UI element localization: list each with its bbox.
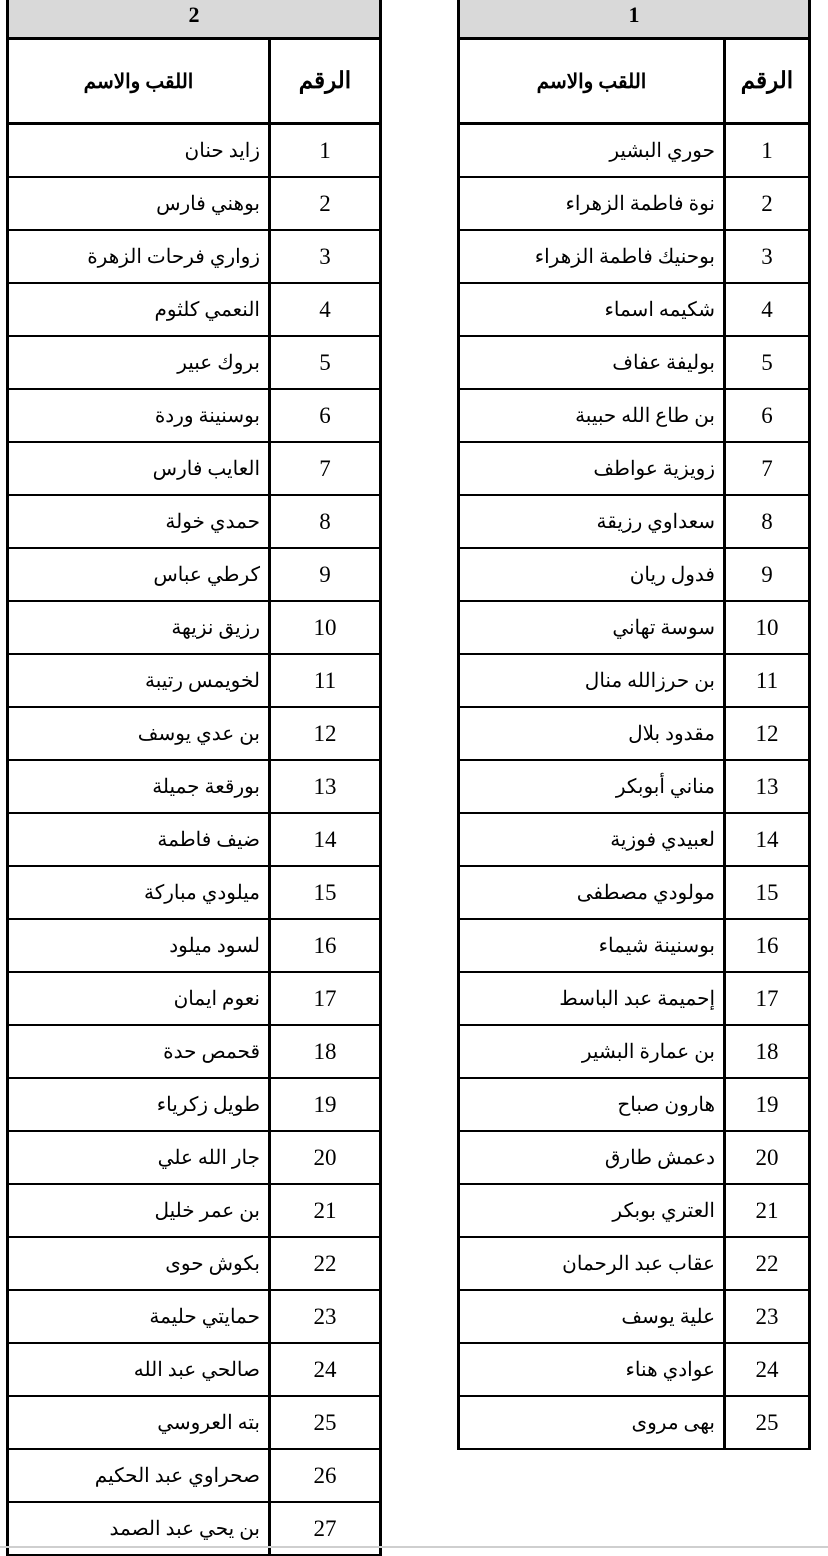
row-name: مقدود بلال <box>460 707 725 760</box>
row-number: 21 <box>270 1184 380 1237</box>
table-row <box>460 707 808 760</box>
table-row <box>9 283 379 336</box>
row-number: 11 <box>725 654 809 707</box>
row-number: 2 <box>270 177 380 230</box>
row-name: نوة فاطمة الزهراء <box>460 177 725 230</box>
row-name: ميلودي مباركة <box>9 866 270 919</box>
table-row <box>9 389 379 442</box>
table-row <box>460 283 808 336</box>
row-name: بن عمر خليل <box>9 1184 270 1237</box>
row-number: 15 <box>725 866 809 919</box>
table-row <box>460 1237 808 1290</box>
table-row <box>9 972 379 1025</box>
table-row <box>9 548 379 601</box>
row-name: بوسنينة وردة <box>9 389 270 442</box>
row-name: زواري فرحات الزهرة <box>9 230 270 283</box>
row-number: 4 <box>270 283 380 336</box>
row-number: 25 <box>270 1396 380 1449</box>
row-number: 17 <box>725 972 809 1025</box>
row-name: بورقعة جميلة <box>9 760 270 813</box>
table-row <box>9 230 379 283</box>
row-name: بن عدي يوسف <box>9 707 270 760</box>
table-row <box>9 1449 379 1502</box>
row-name: كرطي عباس <box>9 548 270 601</box>
table-row <box>460 760 808 813</box>
table-row <box>9 495 379 548</box>
table-row <box>9 336 379 389</box>
table-row <box>460 1290 808 1343</box>
row-number: 10 <box>725 601 809 654</box>
row-name: دعمش طارق <box>460 1131 725 1184</box>
header-number: الرقم <box>270 40 380 124</box>
row-name: بكوش حوى <box>9 1237 270 1290</box>
row-name: عقاب عبد الرحمان <box>460 1237 725 1290</box>
row-number: 20 <box>725 1131 809 1184</box>
row-number: 3 <box>725 230 809 283</box>
row-name: بن طاع الله حبيبة <box>460 389 725 442</box>
row-number: 18 <box>725 1025 809 1078</box>
row-number: 27 <box>270 1502 380 1555</box>
row-name: بوهني فارس <box>9 177 270 230</box>
row-name: طويل زكرياء <box>9 1078 270 1131</box>
row-name: العتري بوبكر <box>460 1184 725 1237</box>
table-row <box>9 442 379 495</box>
row-number: 9 <box>270 548 380 601</box>
row-name: سوسة تهاني <box>460 601 725 654</box>
row-number: 11 <box>270 654 380 707</box>
table-row <box>9 1184 379 1237</box>
table-row <box>460 1184 808 1237</box>
row-name: حوري البشير <box>460 124 725 178</box>
row-number: 20 <box>270 1131 380 1184</box>
row-number: 8 <box>270 495 380 548</box>
row-number: 16 <box>270 919 380 972</box>
table-row <box>9 1237 379 1290</box>
row-name: بن حرزالله منال <box>460 654 725 707</box>
table-row <box>460 389 808 442</box>
row-number: 17 <box>270 972 380 1025</box>
row-number: 22 <box>270 1237 380 1290</box>
table-row <box>460 442 808 495</box>
row-name: بته العروسي <box>9 1396 270 1449</box>
row-number: 12 <box>270 707 380 760</box>
row-name: صحراوي عبد الحكيم <box>9 1449 270 1502</box>
group-2-list <box>9 40 379 1556</box>
table-row <box>460 1025 808 1078</box>
group-1-title: 1 <box>460 0 808 40</box>
row-number: 6 <box>725 389 809 442</box>
row-name: بوحنيك فاطمة الزهراء <box>460 230 725 283</box>
row-number: 19 <box>270 1078 380 1131</box>
row-number: 26 <box>270 1449 380 1502</box>
row-name: رزيق نزيهة <box>9 601 270 654</box>
row-name: قحمص حدة <box>9 1025 270 1078</box>
row-name: ضيف فاطمة <box>9 813 270 866</box>
row-name: فدول ريان <box>460 548 725 601</box>
row-name: النعمي كلثوم <box>9 283 270 336</box>
group-2-title: 2 <box>9 0 379 40</box>
row-number: 15 <box>270 866 380 919</box>
row-number: 14 <box>725 813 809 866</box>
table-row <box>9 1290 379 1343</box>
table-row <box>460 813 808 866</box>
table-row <box>460 919 808 972</box>
row-number: 4 <box>725 283 809 336</box>
table-row <box>460 336 808 389</box>
table-row <box>460 1078 808 1131</box>
row-number: 21 <box>725 1184 809 1237</box>
row-number: 1 <box>270 124 380 178</box>
header-row <box>9 40 379 124</box>
row-name: سعداوي رزيقة <box>460 495 725 548</box>
row-name: بهى مروى <box>460 1396 725 1449</box>
table-row <box>460 124 808 178</box>
row-number: 7 <box>270 442 380 495</box>
row-number: 3 <box>270 230 380 283</box>
group-1-list <box>460 40 808 1450</box>
row-number: 10 <box>270 601 380 654</box>
table-row <box>9 1131 379 1184</box>
row-name: حمدي خولة <box>9 495 270 548</box>
row-number: 23 <box>270 1290 380 1343</box>
row-number: 25 <box>725 1396 809 1449</box>
group-1-table <box>457 0 811 1450</box>
row-number: 6 <box>270 389 380 442</box>
row-name: هارون صباح <box>460 1078 725 1131</box>
table-row <box>9 1025 379 1078</box>
row-name: بن عمارة البشير <box>460 1025 725 1078</box>
table-row <box>9 919 379 972</box>
row-number: 18 <box>270 1025 380 1078</box>
table-row <box>9 707 379 760</box>
row-number: 19 <box>725 1078 809 1131</box>
row-name: مناني أبوبكر <box>460 760 725 813</box>
table-row <box>9 760 379 813</box>
row-number: 5 <box>725 336 809 389</box>
row-name: لسود ميلود <box>9 919 270 972</box>
header-number: الرقم <box>725 40 809 124</box>
header-name: اللقب والاسم <box>460 40 725 124</box>
row-name: زويزية عواطف <box>460 442 725 495</box>
row-name: مولودي مصطفى <box>460 866 725 919</box>
header-name: اللقب والاسم <box>9 40 270 124</box>
row-name: زايد حنان <box>9 124 270 178</box>
row-name: عوادي هناء <box>460 1343 725 1396</box>
row-name: بروك عبير <box>9 336 270 389</box>
row-number: 16 <box>725 919 809 972</box>
row-name: صالحي عبد الله <box>9 1343 270 1396</box>
row-name: جار الله علي <box>9 1131 270 1184</box>
row-number: 1 <box>725 124 809 178</box>
table-row <box>9 177 379 230</box>
row-number: 24 <box>270 1343 380 1396</box>
row-name: حمايتي حليمة <box>9 1290 270 1343</box>
row-name: بوسنينة شيماء <box>460 919 725 972</box>
table-row <box>460 548 808 601</box>
table-row <box>460 1343 808 1396</box>
table-row <box>9 1078 379 1131</box>
table-row <box>9 124 379 178</box>
row-number: 24 <box>725 1343 809 1396</box>
row-name: نعوم ايمان <box>9 972 270 1025</box>
group-2-table <box>6 0 382 1556</box>
table-row <box>460 972 808 1025</box>
table-row <box>9 1396 379 1449</box>
table-row <box>9 601 379 654</box>
table-row <box>460 1131 808 1184</box>
row-number: 22 <box>725 1237 809 1290</box>
table-row <box>460 230 808 283</box>
row-number: 7 <box>725 442 809 495</box>
table-row <box>460 177 808 230</box>
table-row <box>460 866 808 919</box>
row-name: شكيمه اسماء <box>460 283 725 336</box>
row-number: 13 <box>725 760 809 813</box>
row-name: بن يحي عبد الصمد <box>9 1502 270 1555</box>
header-row <box>460 40 808 124</box>
row-name: لخويمس رتيبة <box>9 654 270 707</box>
table-row <box>9 813 379 866</box>
row-number: 14 <box>270 813 380 866</box>
table-row <box>460 1396 808 1449</box>
table-row <box>9 654 379 707</box>
table-row <box>460 495 808 548</box>
row-name: العايب فارس <box>9 442 270 495</box>
row-number: 5 <box>270 336 380 389</box>
row-number: 9 <box>725 548 809 601</box>
row-name: بوليفة عفاف <box>460 336 725 389</box>
row-number: 8 <box>725 495 809 548</box>
row-number: 12 <box>725 707 809 760</box>
row-number: 2 <box>725 177 809 230</box>
table-row <box>460 601 808 654</box>
row-name: إحميمة عبد الباسط <box>460 972 725 1025</box>
row-name: لعبيدي فوزية <box>460 813 725 866</box>
row-number: 13 <box>270 760 380 813</box>
table-row <box>9 866 379 919</box>
row-number: 23 <box>725 1290 809 1343</box>
table-row <box>9 1343 379 1396</box>
table-row <box>460 654 808 707</box>
row-name: علية يوسف <box>460 1290 725 1343</box>
